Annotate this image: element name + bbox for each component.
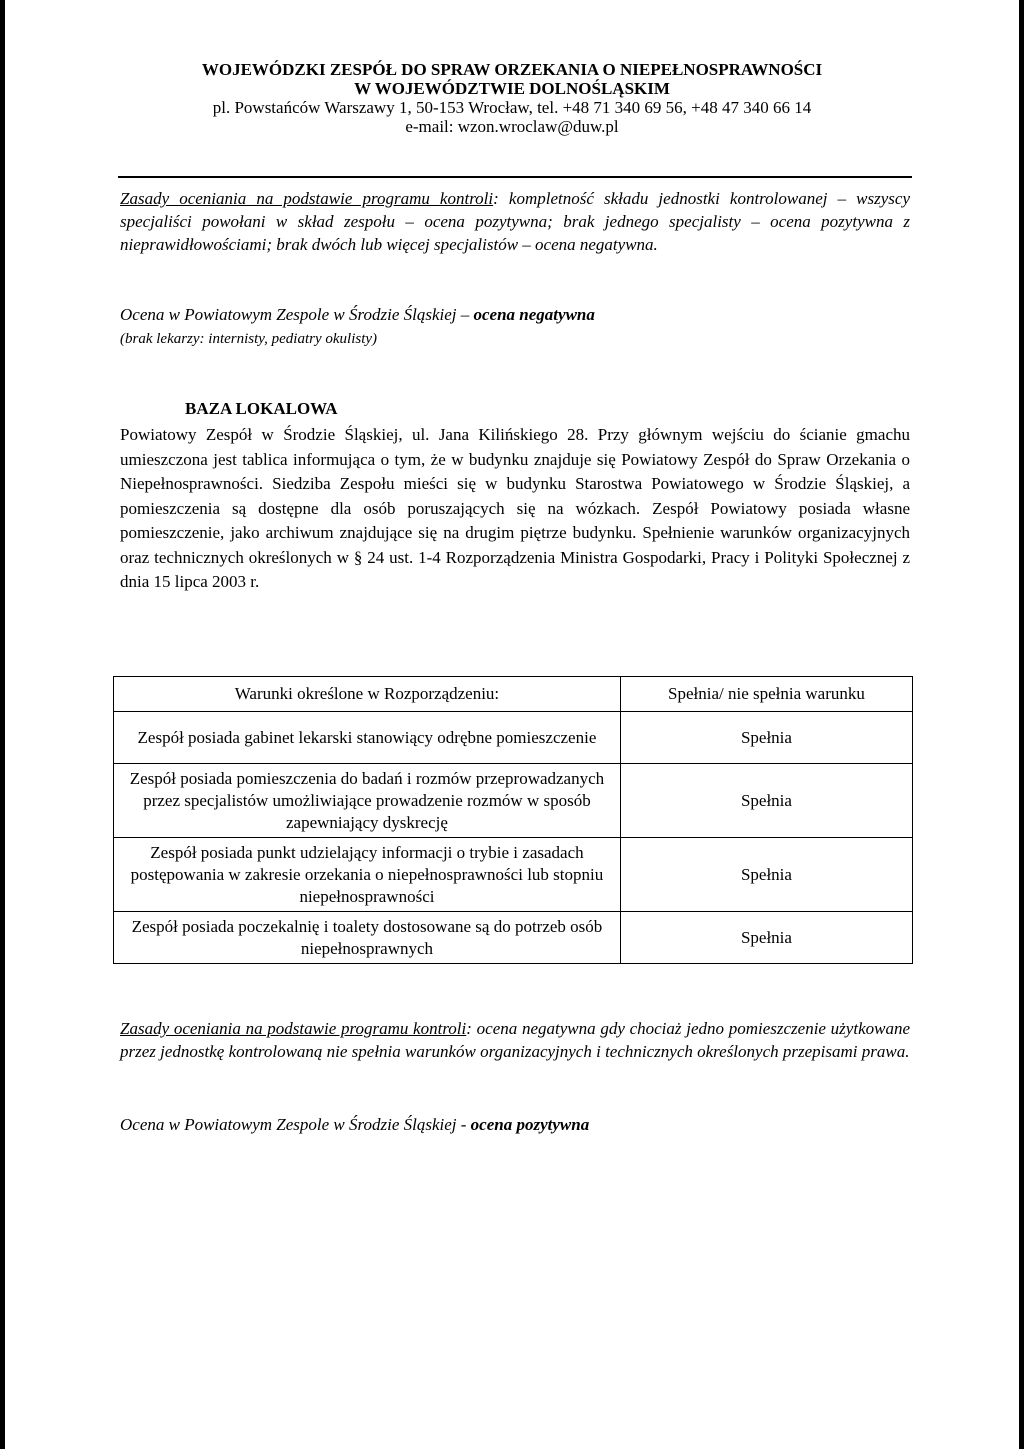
org-email: e-mail: wzon.wroclaw@duw.pl — [405, 117, 619, 136]
premises-criteria — [120, 1017, 910, 1063]
table-header-row — [114, 677, 913, 712]
premises-criteria-label: Zasady oceniania na podstawie programu kontroli — [120, 1019, 467, 1038]
staff-criteria-label: Zasady oceniania na podstawie programu kontroli — [120, 189, 494, 208]
table-row — [114, 838, 913, 912]
condition-cell: Zespół posiada punkt udzielający informacji o trybie i zasadach postępowania w zakresie orzekania o niepełnosprawności lub stopniu niepełnosprawności — [114, 838, 621, 912]
header-divider — [118, 176, 912, 178]
status-cell: Spełnia — [620, 838, 912, 912]
org-address: pl. Powstańców Warszawy 1, 50-153 Wrocław, tel. +48 71 340 69 56, +48 47 340 66 14 — [212, 98, 812, 117]
header-conditions: Warunki określone w Rozporządzeniu: — [114, 677, 621, 712]
staff-assessment-note: (brak lekarzy: internisty, pediatry okulisty) — [120, 331, 378, 347]
status-cell: Spełnia — [620, 912, 912, 964]
premises-criteria-text: : ocena negatywna gdy chociaż jedno pomieszczenie użytkowane przez jednostkę kontrolowaną nie spełnia warunków organizacyjnych i technicznych określonych przepisami prawa. — [120, 1019, 910, 1061]
condition-cell: Zespół posiada gabinet lekarski stanowiący odrębne pomieszczenie — [114, 712, 621, 764]
org-name-line1: WOJEWÓDZKI ZESPÓŁ DO SPRAW ORZEKANIA O NIEPEŁNOSPRAWNOŚCI — [201, 60, 823, 79]
table-row — [114, 764, 913, 838]
document-page — [5, 0, 1019, 1449]
requirements-table — [113, 676, 913, 964]
staff-criteria-text: : kompletność składu jednostki kontrolowanej – wszyscy specjaliści powołani w skład zespołu – ocena pozytywna; brak jednego specjalisty – ocena pozytywna z nieprawidłowościami; brak dwóch lub więcej specjalistów – ocena negatywna. — [120, 189, 910, 254]
premises-assessment-text: Ocena w Powiatowym Zespole w Środzie Śląskiej - — [120, 1115, 471, 1134]
table-row — [114, 712, 913, 764]
staff-assessment-text: Ocena w Powiatowym Zespole w Środzie Śląskiej – — [120, 305, 474, 324]
premises-body: Powiatowy Zespół w Środzie Śląskiej, ul. Jana Kilińskiego 28. Przy głównym wejściu do ścianie gmachu umieszczona jest tablica informująca o tym, że w budynku znajduje się Powiatowy Zespół do Spraw Orzekania o Niepełnosprawności. Siedziba Zespołu mieści się w budynku Starostwa Powiatowego w Środzie Śląskiej, a pomieszczenia są dostępne dla osób poruszających się na wózkach. Zespół Powiatowy posiada własne pomieszczenie, jako archiwum znajdujące się na drugim piętrze budynku. Spełnienie warunków organizacyjnych oraz technicznych określonych w § 24 ust. 1-4 Rozporządzenia Ministra Gospodarki, Pracy i Polityki Społecznej z dnia 15 lipca 2003 r. — [120, 425, 910, 591]
condition-cell: Zespół posiada poczekalnię i toalety dostosowane są do potrzeb osób niepełnosprawnych — [114, 912, 621, 964]
status-cell: Spełnia — [620, 764, 912, 838]
header-status: Spełnia/ nie spełnia warunku — [620, 677, 912, 712]
premises-assessment-result: ocena pozytywna — [470, 1115, 590, 1134]
status-cell: Spełnia — [620, 712, 912, 764]
staff-assessment-result: ocena negatywna — [473, 305, 595, 324]
premises-heading: BAZA LOKALOWA — [185, 399, 338, 418]
table-row — [114, 912, 913, 964]
premises-assessment — [120, 1113, 910, 1136]
letterhead — [5, 60, 1019, 136]
staff-criteria — [120, 187, 910, 256]
staff-assessment — [120, 303, 910, 326]
org-name-line2: W WOJEWÓDZTWIE DOLNOŚLĄSKIM — [354, 79, 670, 98]
condition-cell: Zespół posiada pomieszczenia do badań i rozmów przeprowadzanych przez specjalistów umożliwiające prowadzenie rozmów w sposób zapewniający dyskrecję — [114, 764, 621, 838]
